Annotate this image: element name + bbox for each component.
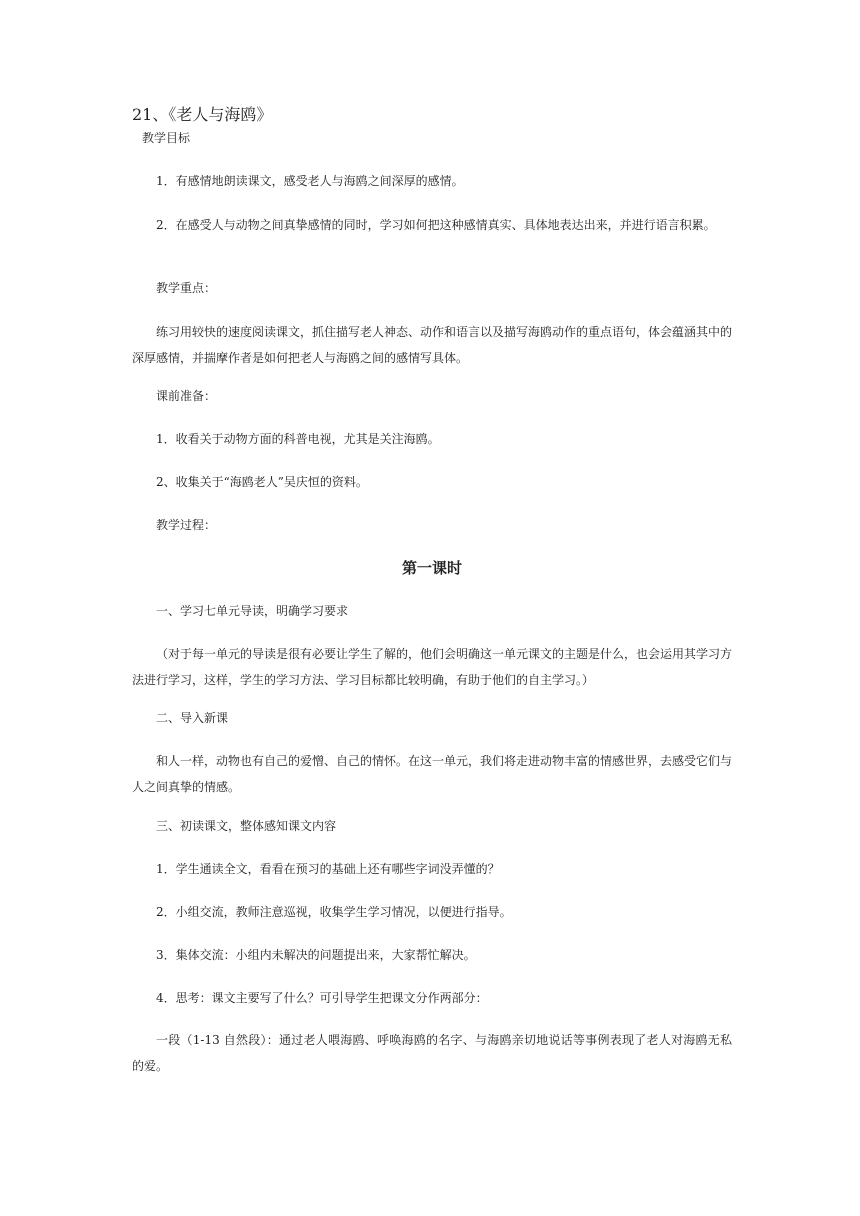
step-item-3: 3．集体交流：小组内未解决的问题提出来，大家帮忙解决。 (156, 948, 476, 962)
goal-item-2: 2．在感受人与动物之间真挚感情的同时，学习如何把这种感情真实、具体地表达出来，并进行语言积累。 (156, 218, 716, 232)
section-label-teaching-focus: 教学重点： (156, 281, 217, 295)
section-heading-3: 三、初读课文，整体感知课文内容 (156, 819, 337, 833)
section-label-teaching-process: 教学过程： (156, 518, 217, 532)
preparation-item-1: 1．收看关于动物方面的科普电视，尤其是关注海鸥。 (156, 432, 440, 446)
section-heading-2: 二、导入新课 (156, 711, 229, 725)
goal-item-1: 1．有感情地朗读课文，感受老人与海鸥之间深厚的感情。 (156, 174, 464, 188)
section-heading-1: 一、学习七单元导读，明确学习要求 (156, 604, 349, 618)
step-item-4: 4．思考：课文主要写了什么？可引导学生把课文分作两部分： (156, 991, 488, 1005)
section-label-preparation: 课前准备： (156, 389, 217, 403)
step-item-1: 1．学生通读全文，看看在预习的基础上还有哪些字词没弄懂的？ (156, 862, 500, 876)
preparation-item-2: 2、收集关于“海鸥老人”吴庆恒的资料。 (156, 475, 368, 489)
step-item-2: 2．小组交流，教师注意巡视，收集学生学习情况，以便进行指导。 (156, 905, 512, 919)
document-title: 21、《老人与海鸥》 (132, 105, 273, 124)
part-1-summary: 一段（1-13 自然段）：通过老人喂海鸥、呼唤海鸥的名字、与海鸥亲切地说话等事例表现了老人对海鸥无私的爱。 (132, 1033, 732, 1073)
section-2-text: 和人一样，动物也有自己的爱憎、自己的情怀。在这一单元，我们将走进动物丰富的情感世界，去感受它们与人之间真挚的情感。 (132, 754, 733, 794)
section-1-note: （对于每一单元的导读是很有必要让学生了解的，他们会明确这一单元课文的主题是什么，也会运用其学习方法进行学习，这样，学生的学习方法、学习目标都比较明确，有助于他们的自主学习。） (132, 647, 733, 687)
teaching-focus-text: 练习用较快的速度阅读课文，抓住描写老人神态、动作和语言以及描写海鸥动作的重点语句，体会蕴涵其中的深厚感情，并揣摩作者是如何把老人与海鸥之间的感情写具体。 (132, 325, 733, 365)
section-label-teaching-goals: 教学目标 (142, 131, 191, 145)
lesson-heading: 第一课时 (401, 559, 462, 577)
